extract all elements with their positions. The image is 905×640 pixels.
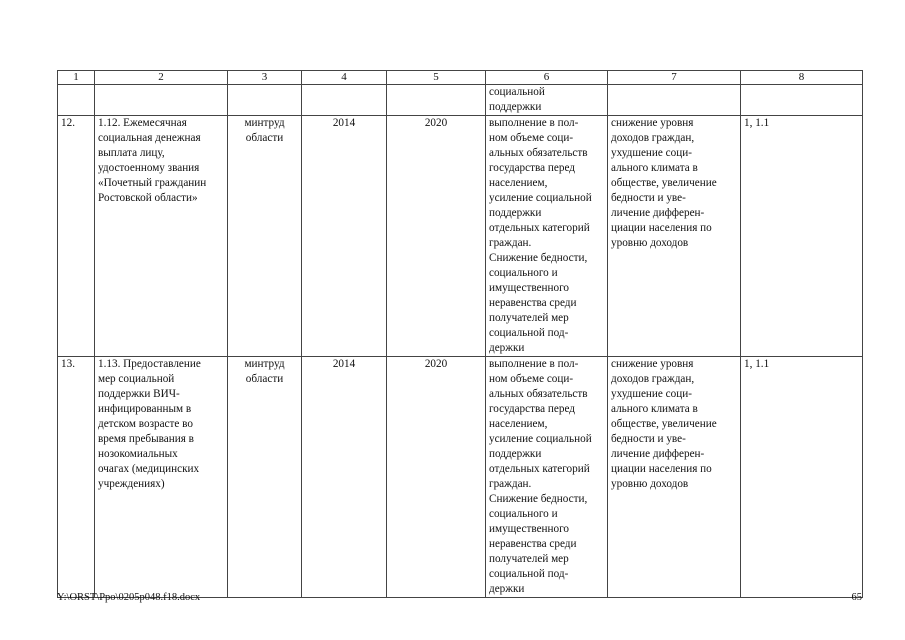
cell-line: доходов граждан, bbox=[611, 132, 695, 144]
column-header: 8 bbox=[741, 71, 863, 85]
column-header: 1 bbox=[58, 71, 95, 85]
cell-line: поддержки bbox=[489, 207, 542, 219]
cell-line: поддержки ВИЧ- bbox=[98, 388, 180, 400]
cell-line: граждан. bbox=[489, 478, 532, 490]
end-year: 2020 bbox=[387, 116, 486, 357]
cell-line: циации населения по bbox=[611, 222, 712, 234]
cell-line: имущественного bbox=[489, 523, 570, 535]
header-row bbox=[58, 71, 863, 85]
row-number: 12. bbox=[58, 116, 95, 357]
cell-line: альных обязательств bbox=[489, 147, 588, 159]
cell-line: нозокомиальных bbox=[98, 448, 178, 460]
cell-line: альных обязательств bbox=[489, 388, 588, 400]
cell-line: населением, bbox=[489, 418, 548, 430]
cell-line: уровню доходов bbox=[611, 237, 689, 249]
program-table bbox=[57, 70, 863, 598]
cell-line: неравенства среди bbox=[489, 538, 577, 550]
indicator-link: 1, 1.1 bbox=[741, 357, 863, 598]
cell-line: получателей мер bbox=[489, 312, 569, 324]
cell-line: области bbox=[245, 373, 284, 385]
cell-line: уровню доходов bbox=[611, 478, 689, 490]
cell-line: очагах (медицинских bbox=[98, 463, 200, 475]
cell-line: усиление социальной bbox=[489, 433, 592, 445]
cell-line: учреждениях) bbox=[98, 478, 165, 490]
start-year: 2014 bbox=[302, 357, 387, 598]
cell-line: мер социальной bbox=[98, 373, 175, 385]
cell-line: Снижение бедности, bbox=[489, 493, 588, 505]
continuation-result-cell bbox=[486, 85, 608, 116]
table-cell bbox=[95, 85, 228, 116]
table-cell bbox=[387, 85, 486, 116]
cell-line: держки bbox=[489, 583, 525, 595]
column-header: 2 bbox=[95, 71, 228, 85]
table-cell bbox=[302, 85, 387, 116]
table-row bbox=[58, 357, 863, 598]
table-cell bbox=[608, 85, 741, 116]
consequences-cell bbox=[608, 116, 741, 357]
cell-line: поддержки bbox=[489, 101, 542, 113]
cell-line: детском возрасте во bbox=[98, 418, 193, 430]
cell-line: социальной под- bbox=[489, 327, 569, 339]
cell-line: личение дифферен- bbox=[611, 207, 705, 219]
cell-line: граждан. bbox=[489, 237, 532, 249]
cell-line: обществе, увеличение bbox=[611, 418, 717, 430]
cell-line: ном объеме соци- bbox=[489, 373, 574, 385]
cell-line: ального климата в bbox=[611, 403, 698, 415]
column-header: 5 bbox=[387, 71, 486, 85]
cell-line: населением, bbox=[489, 177, 548, 189]
cell-line: бедности и уве- bbox=[611, 433, 686, 445]
cell-line: социального и bbox=[489, 508, 558, 520]
cell-line: получателей мер bbox=[489, 553, 569, 565]
measure-name-cell bbox=[95, 116, 228, 357]
page-number: 65 bbox=[851, 592, 862, 603]
cell-line: время пребывания в bbox=[98, 433, 194, 445]
cell-line: области bbox=[245, 132, 284, 144]
cell-line: ухудшение соци- bbox=[611, 147, 692, 159]
consequences-cell bbox=[608, 357, 741, 598]
cell-line: социальная денежная bbox=[98, 132, 201, 144]
cell-line: снижение уровня bbox=[611, 117, 694, 129]
start-year: 2014 bbox=[302, 116, 387, 357]
cell-line: государства перед bbox=[489, 403, 575, 415]
column-header: 4 bbox=[302, 71, 387, 85]
cell-line: ального климата в bbox=[611, 162, 698, 174]
cell-line: инфицированным в bbox=[98, 403, 192, 415]
indicator-link: 1, 1.1 bbox=[741, 116, 863, 357]
table-row bbox=[58, 116, 863, 357]
cell-line: циации населения по bbox=[611, 463, 712, 475]
measure-name-cell bbox=[95, 357, 228, 598]
table-cell bbox=[228, 85, 302, 116]
table-cell bbox=[741, 85, 863, 116]
cell-line: социальной bbox=[489, 86, 545, 98]
cell-line: государства перед bbox=[489, 162, 575, 174]
cell-line: снижение уровня bbox=[611, 358, 694, 370]
table-cell bbox=[58, 85, 95, 116]
cell-line: усиление социальной bbox=[489, 192, 592, 204]
cell-line: удостоенному звания bbox=[98, 162, 200, 174]
cell-line: ухудшение соци- bbox=[611, 388, 692, 400]
cell-line: отдельных категорий bbox=[489, 222, 590, 234]
cell-line: имущественного bbox=[489, 282, 570, 294]
cell-line: «Почетный гражданин bbox=[98, 177, 207, 189]
cell-line: Снижение бедности, bbox=[489, 252, 588, 264]
expected-result-cell bbox=[486, 357, 608, 598]
cell-line: выполнение в пол- bbox=[489, 117, 579, 129]
end-year: 2020 bbox=[387, 357, 486, 598]
cell-line: минтруд bbox=[244, 117, 285, 129]
executor-cell bbox=[228, 116, 302, 357]
column-header: 7 bbox=[608, 71, 741, 85]
cell-line: Ростовской области» bbox=[98, 192, 198, 204]
cell-line: 1.12. Ежемесячная bbox=[98, 117, 187, 129]
cell-line: выполнение в пол- bbox=[489, 358, 579, 370]
cell-line: поддержки bbox=[489, 448, 542, 460]
cell-line: 1.13. Предоставление bbox=[98, 358, 201, 370]
cell-line: ном объеме соци- bbox=[489, 132, 574, 144]
cell-line: социальной под- bbox=[489, 568, 569, 580]
cell-line: выплата лицу, bbox=[98, 147, 165, 159]
cell-line: личение дифферен- bbox=[611, 448, 705, 460]
cell-line: неравенства среди bbox=[489, 297, 577, 309]
continuation-row bbox=[58, 85, 863, 116]
cell-line: бедности и уве- bbox=[611, 192, 686, 204]
column-header: 6 bbox=[486, 71, 608, 85]
column-header: 3 bbox=[228, 71, 302, 85]
row-number: 13. bbox=[58, 357, 95, 598]
cell-line: отдельных категорий bbox=[489, 463, 590, 475]
cell-line: обществе, увеличение bbox=[611, 177, 717, 189]
cell-line: минтруд bbox=[244, 358, 285, 370]
executor-cell bbox=[228, 357, 302, 598]
cell-line: доходов граждан, bbox=[611, 373, 695, 385]
file-path: Y:\ORST\Ppo\0205p048.f18.docx bbox=[57, 592, 201, 603]
cell-line: социального и bbox=[489, 267, 558, 279]
expected-result-cell bbox=[486, 116, 608, 357]
cell-line: держки bbox=[489, 342, 525, 354]
